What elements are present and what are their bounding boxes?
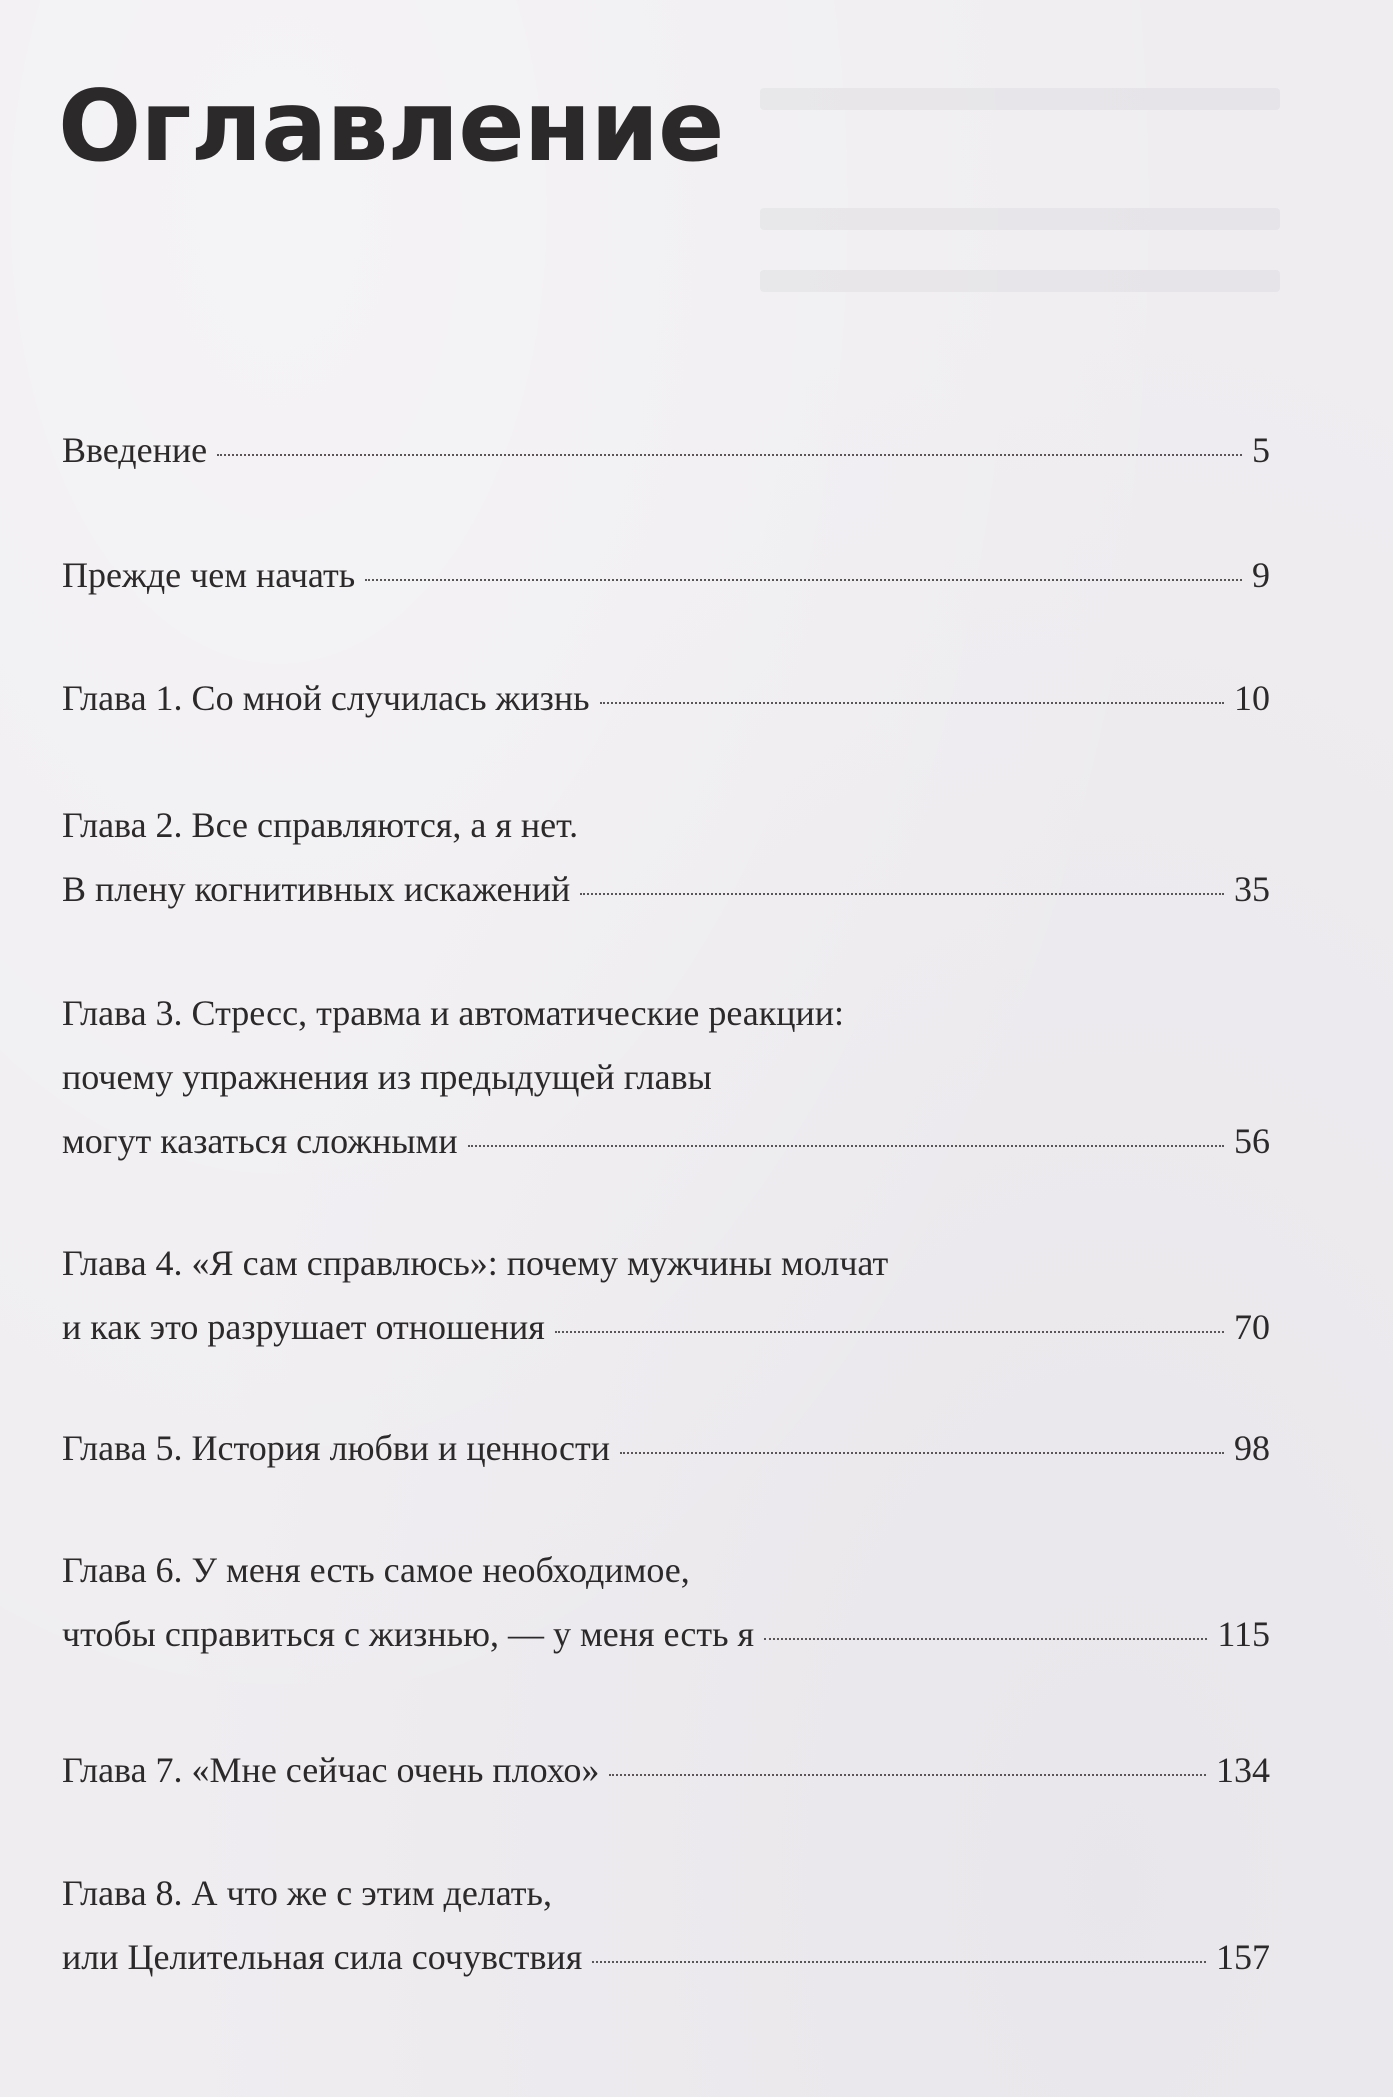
- toc-entry-chapter-5[interactable]: [62, 1416, 1270, 1480]
- dot-leader: [764, 1638, 1207, 1640]
- page-number: 9: [1252, 555, 1270, 595]
- page-number: 70: [1234, 1307, 1270, 1347]
- page-number: 157: [1216, 1937, 1270, 1977]
- entry-title: Глава 1. Со мной случилась жизнь: [62, 678, 590, 718]
- dot-leader: [555, 1331, 1224, 1333]
- bleed-through-shadow: [760, 270, 1280, 292]
- page-number: 56: [1234, 1121, 1270, 1161]
- page-number: 134: [1216, 1750, 1270, 1790]
- entry-title-line-1: Глава 2. Все справляются, а я нет.: [62, 805, 579, 845]
- dot-leader: [365, 579, 1242, 581]
- entry-title-line-1: Глава 4. «Я сам справлюсь»: почему мужчины молчат: [62, 1243, 889, 1283]
- page-number: 10: [1234, 678, 1270, 718]
- entry-title-line-1: Глава 6. У меня есть самое необходимое,: [62, 1550, 690, 1590]
- page-number: 5: [1252, 430, 1270, 470]
- toc-entry-chapter-2[interactable]: [62, 793, 1270, 921]
- entry-title: Прежде чем начать: [62, 555, 356, 595]
- entry-title-line-3: могут казаться сложными: [62, 1121, 458, 1161]
- dot-leader: [620, 1452, 1224, 1454]
- toc-entry-chapter-7[interactable]: [62, 1738, 1270, 1802]
- entry-title-line-2: и как это разрушает отношения: [62, 1307, 545, 1347]
- page-number: 98: [1234, 1428, 1270, 1468]
- page-number: 115: [1217, 1614, 1270, 1654]
- entry-title-line-1: Глава 3. Стресс, травма и автоматические реакции:: [62, 993, 845, 1033]
- toc-entry-introduction[interactable]: [62, 418, 1270, 482]
- page-number: 35: [1234, 869, 1270, 909]
- dot-leader: [600, 702, 1224, 704]
- toc-entry-chapter-1[interactable]: [62, 666, 1270, 730]
- toc-entry-chapter-3[interactable]: [62, 981, 1270, 1173]
- dot-leader: [592, 1961, 1206, 1963]
- entry-title-line-2: или Целительная сила сочувствия: [62, 1937, 583, 1977]
- entry-title: Введение: [62, 430, 208, 470]
- entry-title: Глава 5. История любви и ценности: [62, 1428, 610, 1468]
- bleed-through-shadow: [760, 88, 1280, 110]
- dot-leader: [468, 1145, 1224, 1147]
- bleed-through-shadow: [760, 208, 1280, 230]
- toc-entry-chapter-8[interactable]: [62, 1861, 1270, 1989]
- entry-title-line-2: почему упражнения из предыдущей главы: [62, 1057, 712, 1097]
- page-title: Оглавление: [58, 70, 724, 184]
- dot-leader: [609, 1774, 1206, 1776]
- toc-entry-before-start[interactable]: [62, 543, 1270, 607]
- entry-title-line-1: Глава 8. А что же с этим делать,: [62, 1873, 552, 1913]
- entry-title: Глава 7. «Мне сейчас очень плохо»: [62, 1750, 600, 1790]
- entry-title-line-2: чтобы справиться с жизнью, — у меня есть я: [62, 1614, 755, 1654]
- toc-entry-chapter-4[interactable]: [62, 1231, 1270, 1359]
- entry-title-line-2: В плену когнитивных искажений: [62, 869, 571, 909]
- dot-leader: [580, 893, 1224, 895]
- toc-entry-chapter-6[interactable]: [62, 1538, 1270, 1666]
- dot-leader: [217, 454, 1242, 456]
